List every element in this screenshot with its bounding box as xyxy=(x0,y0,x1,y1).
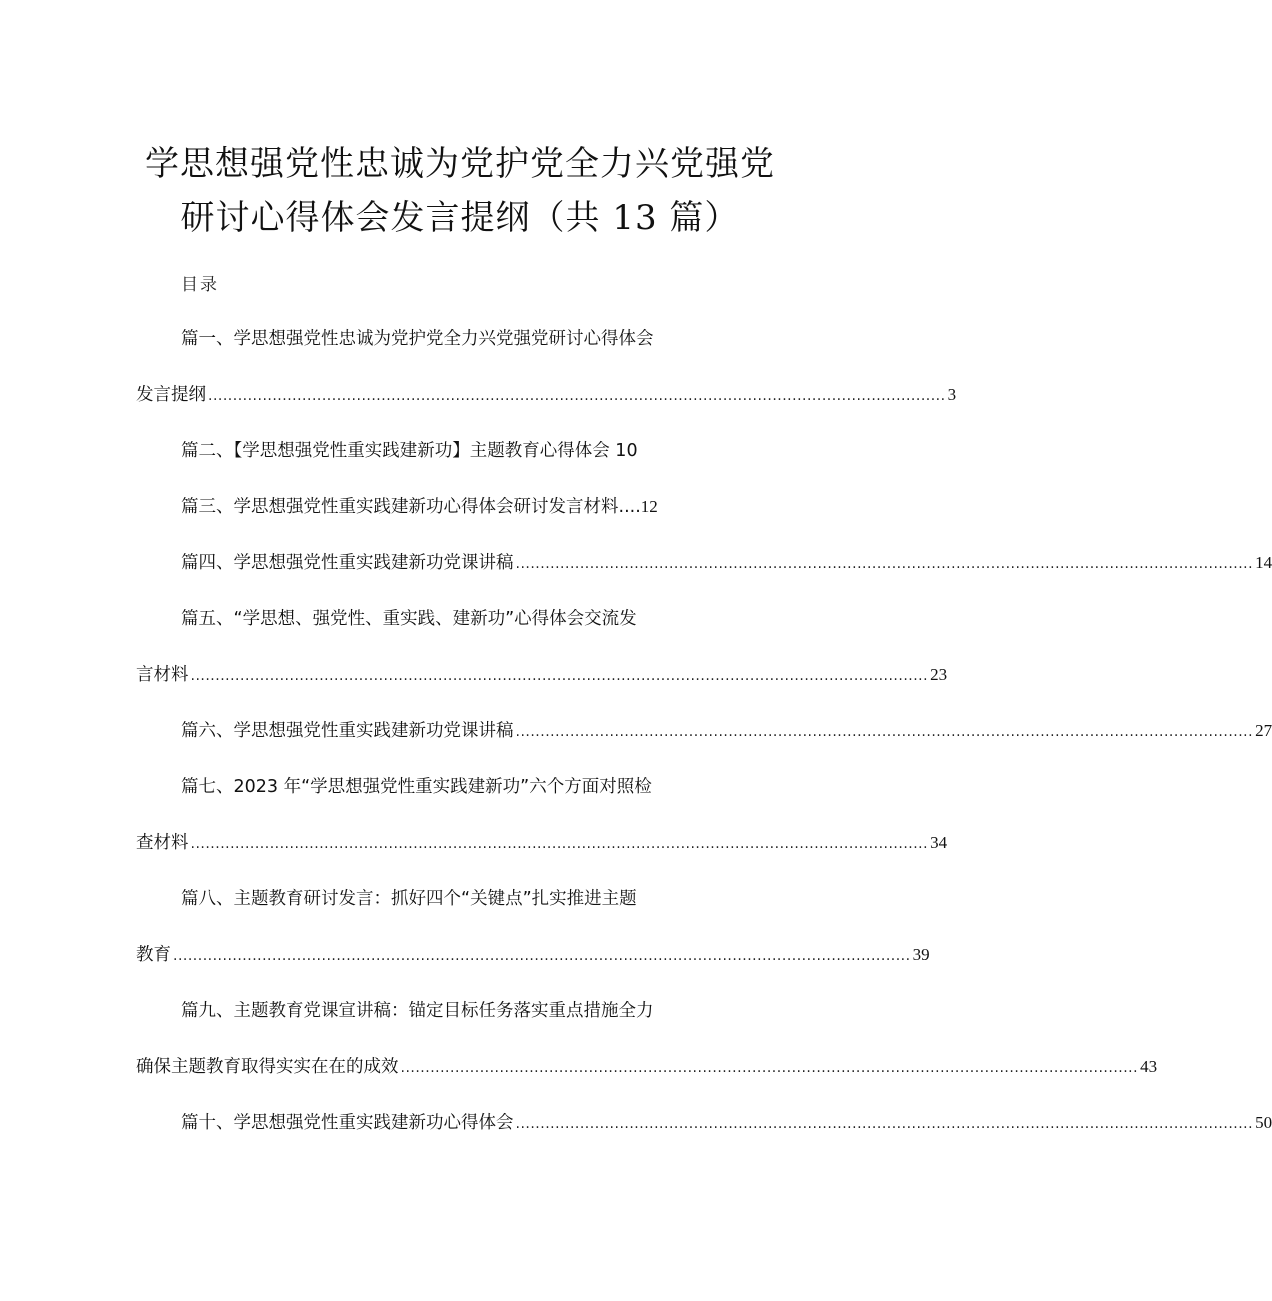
toc-entry-1-page: 3 xyxy=(947,385,957,404)
toc-entry-3-page: 12 xyxy=(640,497,658,516)
toc-entry-1-line[interactable] xyxy=(136,381,957,406)
toc-entry-10-title: 篇十、学思想强党性重实践建新功心得体会 xyxy=(181,1113,514,1133)
toc-entry-3[interactable] xyxy=(181,493,658,518)
toc-entry-7-page: 34 xyxy=(930,833,948,852)
toc-entry-10-page: 50 xyxy=(1255,1113,1272,1132)
toc-entry-5-line[interactable] xyxy=(136,661,948,686)
leader-dots: ..................................................................................................................................................... xyxy=(208,388,946,404)
toc-entry-5-page: 23 xyxy=(930,665,948,684)
toc-heading: 目录 xyxy=(181,275,219,295)
leader-dots: ..................................................................................................................................................... xyxy=(173,948,911,964)
toc-entry-8-title[interactable]: 篇八、主题教育研讨发言：抓好四个“关键点”扎实推进主题 xyxy=(181,889,637,909)
leader-dots: ..................................................................................................................................................... xyxy=(400,1060,1139,1076)
toc-entry-8-page: 39 xyxy=(912,945,930,964)
toc-entry-4-page: 14 xyxy=(1255,553,1272,572)
toc-entry-9-title[interactable]: 篇九、主题教育党课宣讲稿：锚定目标任务落实重点措施全力 xyxy=(181,1001,654,1021)
leader-dots: ..................................................................................................................................................... xyxy=(515,724,1254,740)
toc-entry-1-title[interactable]: 篇一、学思想强党性忠诚为党护党全力兴党强党研讨心得体会 xyxy=(181,329,654,349)
toc-entry-5-rest: 言材料 xyxy=(136,665,189,685)
leader-dots: ..................................................................................................................................................... xyxy=(190,668,929,684)
toc-entry-1-rest: 发言提纲 xyxy=(136,385,206,405)
toc-entry-6-page: 27 xyxy=(1255,721,1272,740)
toc-entry-5-title[interactable]: 篇五、“学思想、强党性、重实践、建新功”心得体会交流发 xyxy=(181,609,637,629)
toc-entry-4-title: 篇四、学思想强党性重实践建新功党课讲稿 xyxy=(181,553,514,573)
toc-entry-10[interactable] xyxy=(181,1109,1272,1134)
toc-entry-2[interactable]: 篇二、【学思想强党性重实践建新功】主题教育心得体会 10 xyxy=(181,441,638,461)
leader-dots: ..................................................................................................................................................... xyxy=(190,836,929,852)
toc-entry-3-title: 篇三、学思想强党性重实践建新功心得体会研讨发言材料 xyxy=(181,497,619,517)
toc-entry-7-line[interactable] xyxy=(136,829,948,854)
leader-dots: .... xyxy=(618,497,641,517)
toc-entry-7-title[interactable]: 篇七、2023 年“学思想强党性重实践建新功”六个方面对照检 xyxy=(181,777,652,797)
toc-entry-6[interactable] xyxy=(181,717,1272,742)
leader-dots: ..................................................................................................................................................... xyxy=(515,1116,1254,1132)
toc-entry-8-line[interactable] xyxy=(136,941,930,966)
toc-entry-9-rest: 确保主题教育取得实实在在的成效 xyxy=(136,1057,399,1077)
toc-entry-9-page: 43 xyxy=(1140,1057,1158,1076)
toc-entry-8-rest: 教育 xyxy=(136,945,171,965)
toc-entry-4[interactable] xyxy=(181,549,1272,574)
toc-entry-7-rest: 查材料 xyxy=(136,833,189,853)
leader-dots: ..................................................................................................................................................... xyxy=(515,556,1254,572)
document-title-line-2: 研讨心得体会发言提纲（共 13 篇） xyxy=(180,198,740,238)
toc-entry-9-line[interactable] xyxy=(136,1053,1158,1078)
document-title-line-1: 学思想强党性忠诚为党护党全力兴党强党 xyxy=(145,144,775,184)
toc-entry-6-title: 篇六、学思想强党性重实践建新功党课讲稿 xyxy=(181,721,514,741)
